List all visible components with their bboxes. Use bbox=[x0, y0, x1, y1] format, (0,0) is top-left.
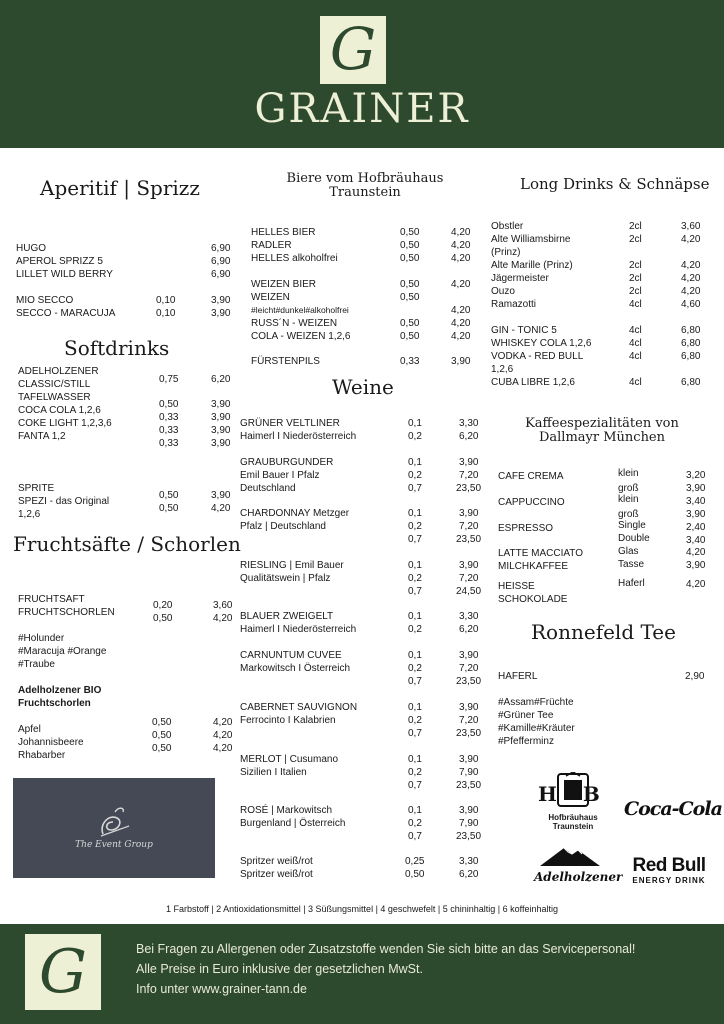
menu-item-price: 4,20 bbox=[211, 503, 231, 514]
menu-item-price: 3,40 bbox=[686, 535, 706, 546]
tea-tags: #Pfefferminz bbox=[498, 736, 554, 747]
menu-item-qty: 0,50 bbox=[159, 399, 179, 410]
mountain-icon bbox=[534, 846, 606, 866]
menu-item-qty: 0,1 bbox=[408, 418, 422, 429]
menu-item-qty: 2cl bbox=[629, 260, 642, 271]
menu-item-qty: 0,7 bbox=[408, 780, 422, 791]
redbull-logo bbox=[627, 856, 711, 886]
allergen-footnote: 1 Farbstoff | 2 Antioxidationsmittel | 3 Süßungsmittel | 4 geschwefelt | 5 chininhaltig | 6 koffeinhaltig bbox=[165, 904, 559, 914]
menu-item-qty: 0,33 bbox=[159, 412, 179, 423]
menu-item-price: 4,20 bbox=[213, 730, 233, 741]
menu-item-qty: 0,50 bbox=[400, 227, 420, 238]
menu-item-size: Double bbox=[618, 533, 650, 544]
section-title-wine: Weine bbox=[332, 375, 394, 399]
menu-item-qty: 0,1 bbox=[408, 611, 422, 622]
menu-item-name: 1,2,6 bbox=[491, 364, 514, 375]
menu-item-price: 6,90 bbox=[211, 243, 231, 254]
menu-item-price: 7,20 bbox=[459, 663, 479, 674]
hb-line: Hofbräuhaus bbox=[548, 813, 598, 822]
menu-item-name: Ramazotti bbox=[491, 299, 537, 310]
menu-item-qty: 4cl bbox=[629, 299, 642, 310]
menu-item-price: 3,30 bbox=[459, 611, 479, 622]
menu-item-qty: 0,33 bbox=[159, 425, 179, 436]
menu-item-name: CAFE CREMA bbox=[498, 471, 564, 482]
menu-item-price: 4,20 bbox=[213, 717, 233, 728]
brand-logo bbox=[320, 16, 386, 84]
menu-item-qty: 0,7 bbox=[408, 534, 422, 545]
wine-origin: Burgenland | Österreich bbox=[240, 818, 346, 829]
section-title-juices: Fruchtsäfte / Schorlen bbox=[13, 532, 241, 556]
flavor-tags: #Holunder bbox=[18, 633, 65, 644]
menu-item-qty: 2cl bbox=[629, 234, 642, 245]
menu-item-qty: 0,50 bbox=[159, 503, 179, 514]
menu-item-qty: 0,10 bbox=[156, 308, 176, 319]
menu-item-price: 3,90 bbox=[211, 308, 231, 319]
menu-item-price: 4,60 bbox=[681, 299, 701, 310]
wine-origin: Ferrocinto I Kalabrien bbox=[240, 715, 336, 726]
footer-allergen-note: Bei Fragen zu Allergenen oder Zusatzstoffe wenden Sie sich bitte an das Servicepersonal! bbox=[136, 942, 636, 956]
menu-item-qty: 0,50 bbox=[400, 253, 420, 264]
menu-item-size: groß bbox=[618, 483, 639, 494]
menu-item-price: 4,20 bbox=[213, 743, 233, 754]
menu-item-price: 24,50 bbox=[456, 586, 482, 597]
menu-item-name: FANTA 1,2 bbox=[18, 431, 66, 442]
menu-item-size: klein bbox=[618, 494, 639, 505]
footer-price-note: Alle Preise in Euro inklusive der gesetzlichen MwSt. bbox=[136, 962, 423, 976]
menu-item-name: MIO SECCO bbox=[16, 295, 74, 306]
menu-item-name: HELLES alkoholfrei bbox=[251, 253, 338, 264]
wine-name: MERLOT | Cusumano bbox=[240, 754, 339, 765]
menu-item-name: 1,2,6 bbox=[18, 509, 41, 520]
menu-item-price: 4,20 bbox=[451, 240, 471, 251]
menu-item-qty: 0,2 bbox=[408, 818, 422, 829]
menu-item-price: 6,20 bbox=[459, 624, 479, 635]
section-title-aperitif: Aperitif | Sprizz bbox=[40, 176, 200, 200]
menu-item-name: CLASSIC/STILL bbox=[18, 379, 91, 390]
menu-item-name: HEISSE bbox=[498, 581, 535, 592]
redbull-subline: ENERGY DRINK bbox=[632, 876, 706, 885]
menu-item-price: 7,20 bbox=[459, 470, 479, 481]
menu-item-price: 6,80 bbox=[681, 351, 701, 362]
menu-item-qty: 0,7 bbox=[408, 728, 422, 739]
menu-item-name: FRUCHTSCHORLEN bbox=[18, 607, 115, 618]
menu-item-qty: 0,50 bbox=[152, 730, 172, 741]
menu-item-price: 4,20 bbox=[451, 227, 471, 238]
flavor-tags: #Traube bbox=[18, 659, 55, 670]
menu-item-name: COCA COLA 1,2,6 bbox=[18, 405, 101, 416]
menu-item-qty: 0,50 bbox=[400, 292, 420, 303]
footer-website: Info unter www.grainer-tann.de bbox=[136, 982, 307, 996]
menu-item-qty: 0,50 bbox=[159, 490, 179, 501]
menu-item-name: TAFELWASSER bbox=[18, 392, 91, 403]
menu-item-name: WEIZEN BIER bbox=[251, 279, 317, 290]
menu-item-name: Obstler bbox=[491, 221, 524, 232]
menu-item-qty: 0,50 bbox=[405, 869, 425, 880]
wine-name: BLAUER ZWEIGELT bbox=[240, 611, 334, 622]
section-title-coffee bbox=[510, 417, 694, 445]
menu-item-name: #leicht#dunkel#alkoholfrei bbox=[251, 305, 349, 315]
menu-item-price: 3,40 bbox=[686, 496, 706, 507]
menu-item-price: 3,30 bbox=[459, 856, 479, 867]
hofbraeuhaus-logo bbox=[530, 772, 626, 831]
menu-item-name: COKE LIGHT 1,2,3,6 bbox=[18, 418, 112, 429]
menu-item-price: 3,60 bbox=[681, 221, 701, 232]
menu-item-price: 4,20 bbox=[451, 305, 471, 316]
menu-item-price: 3,90 bbox=[459, 702, 479, 713]
menu-item-qty: 0,50 bbox=[400, 318, 420, 329]
menu-item-price: 3,90 bbox=[686, 483, 706, 494]
menu-item-qty: 0,1 bbox=[408, 457, 422, 468]
menu-item-price: 3,90 bbox=[211, 399, 231, 410]
menu-item-qty: 0,50 bbox=[152, 717, 172, 728]
wine-origin: Qualitätswein | Pfalz bbox=[240, 573, 331, 584]
menu-item-name: SPRITE bbox=[18, 483, 55, 494]
menu-item-name: GIN - TONIC 5 bbox=[491, 325, 557, 336]
menu-item-qty: 4cl bbox=[629, 325, 642, 336]
wine-origin: Deutschland bbox=[240, 483, 296, 494]
menu-item-qty: 0,7 bbox=[408, 831, 422, 842]
menu-item-qty: 2cl bbox=[629, 273, 642, 284]
menu-item-price: 3,90 bbox=[211, 295, 231, 306]
menu-item-price: 3,90 bbox=[211, 412, 231, 423]
menu-item-price: 6,90 bbox=[211, 269, 231, 280]
menu-item-name: LILLET WILD BERRY bbox=[16, 269, 113, 280]
menu-item-qty: 0,50 bbox=[152, 743, 172, 754]
menu-item-price: 6,80 bbox=[681, 338, 701, 349]
menu-item-price: 3,90 bbox=[686, 560, 706, 571]
menu-item-qty: 0,2 bbox=[408, 715, 422, 726]
wine-origin: Pfalz | Deutschland bbox=[240, 521, 326, 532]
menu-item-price: 4,20 bbox=[681, 260, 701, 271]
section-title-longdrinks: Long Drinks & Schnäpse bbox=[520, 175, 710, 193]
wine-origin: Emil Bauer I Pfalz bbox=[240, 470, 320, 481]
menu-item-name: FÜRSTENPILS bbox=[251, 356, 320, 367]
event-group-panel bbox=[13, 778, 215, 878]
menu-item-price: 4,20 bbox=[681, 273, 701, 284]
hb-initials: HB bbox=[538, 782, 626, 806]
menu-item-price: 7,20 bbox=[459, 715, 479, 726]
menu-item-qty: 2cl bbox=[629, 221, 642, 232]
menu-item-price: 6,90 bbox=[211, 256, 231, 267]
menu-item-name: CAPPUCCINO bbox=[498, 497, 565, 508]
beer-title-line: Biere vom Hofbräuhaus bbox=[286, 171, 444, 186]
wine-origin: Haimerl I Niederösterreich bbox=[240, 431, 357, 442]
menu-item-price: 4,20 bbox=[451, 318, 471, 329]
menu-item-qty: 0,1 bbox=[408, 560, 422, 571]
menu-item-price: 4,20 bbox=[686, 547, 706, 558]
menu-item-price: 4,20 bbox=[213, 613, 233, 624]
wine-origin: Haimerl I Niederösterreich bbox=[240, 624, 357, 635]
menu-item-price: 7,20 bbox=[459, 521, 479, 532]
menu-item-size: Tasse bbox=[618, 559, 645, 570]
section-title-softdrinks: Softdrinks bbox=[64, 336, 170, 360]
menu-item-qty: 0,50 bbox=[400, 331, 420, 342]
menu-item-name: Alte Marille (Prinz) bbox=[491, 260, 573, 271]
menu-item-price: 3,20 bbox=[686, 470, 706, 481]
wine-origin: Sizilien I Italien bbox=[240, 767, 307, 778]
menu-item-price: 6,80 bbox=[681, 325, 701, 336]
menu-item-name: Rhabarber bbox=[18, 750, 66, 761]
menu-item-name: RUSS´N - WEIZEN bbox=[251, 318, 338, 329]
subsection-title: Adelholzener BIO bbox=[18, 685, 102, 696]
menu-item-price: 3,90 bbox=[451, 356, 471, 367]
cocacola-logo: Coca-Cola bbox=[624, 798, 722, 820]
menu-item-price: 3,90 bbox=[459, 508, 479, 519]
menu-item-price: 3,60 bbox=[213, 600, 233, 611]
menu-item-price: 23,50 bbox=[456, 780, 482, 791]
menu-item-price: 3,90 bbox=[686, 509, 706, 520]
menu-item-price: 3,90 bbox=[459, 650, 479, 661]
menu-item-size: klein bbox=[618, 468, 639, 479]
menu-item-name: SPEZI - das Original bbox=[18, 496, 110, 507]
menu-item-name: COLA - WEIZEN 1,2,6 bbox=[251, 331, 351, 342]
menu-item-price: 3,30 bbox=[459, 418, 479, 429]
menu-item-price: 7,90 bbox=[459, 767, 479, 778]
menu-item-qty: 0,7 bbox=[408, 586, 422, 597]
wine-name: ROSÉ | Markowitsch bbox=[240, 805, 333, 816]
section-title-beer bbox=[270, 172, 460, 200]
menu-item-price: 2,40 bbox=[686, 522, 706, 533]
menu-item-price: 3,90 bbox=[459, 754, 479, 765]
menu-item-qty: 0,10 bbox=[156, 295, 176, 306]
menu-item-price: 4,20 bbox=[451, 253, 471, 264]
menu-item-price: 6,20 bbox=[459, 431, 479, 442]
menu-item-qty: 0,2 bbox=[408, 663, 422, 674]
menu-item-qty: 0,1 bbox=[408, 805, 422, 816]
menu-item-qty: 2cl bbox=[629, 286, 642, 297]
coffee-title-line: Kaffeespezialitäten von bbox=[525, 416, 679, 431]
menu-item-name: Jägermeister bbox=[491, 273, 549, 284]
menu-item-price: 4,20 bbox=[451, 279, 471, 290]
menu-item-qty: 0,2 bbox=[408, 470, 422, 481]
adelholzener-logo bbox=[534, 846, 623, 884]
menu-item-size: Glas bbox=[618, 546, 639, 557]
menu-item-qty: 0,2 bbox=[408, 431, 422, 442]
menu-item-price: 23,50 bbox=[456, 676, 482, 687]
menu-item-qty: 0,50 bbox=[153, 613, 173, 624]
menu-item-price: 3,90 bbox=[211, 425, 231, 436]
wine-origin: Markowitsch I Österreich bbox=[240, 663, 351, 674]
footer-logo bbox=[25, 934, 101, 1010]
menu-item-name: APEROL SPRIZZ 5 bbox=[16, 256, 103, 267]
menu-item-name: LATTE MACCIATO bbox=[498, 548, 584, 559]
menu-item-name: (Prinz) bbox=[491, 247, 521, 258]
menu-item-price: 3,90 bbox=[459, 457, 479, 468]
menu-item-price: 23,50 bbox=[456, 831, 482, 842]
coffee-title-line: Dallmayr München bbox=[538, 430, 666, 445]
menu-item-qty: 0,75 bbox=[159, 374, 179, 385]
menu-item-name: WHISKEY COLA 1,2,6 bbox=[491, 338, 592, 349]
wine-name: GRÜNER VELTLINER bbox=[240, 418, 340, 429]
menu-item-price: 4,20 bbox=[681, 234, 701, 245]
menu-item-name: Johannisbeere bbox=[18, 737, 84, 748]
menu-item-name: Alte Williamsbirne bbox=[491, 234, 571, 245]
menu-item-size: Single bbox=[618, 520, 646, 531]
menu-item-name: HAFERL bbox=[498, 671, 538, 682]
wine-name: CHARDONNAY Metzger bbox=[240, 508, 350, 519]
menu-item-qty: 0,50 bbox=[400, 279, 420, 290]
wine-name: GRAUBURGUNDER bbox=[240, 457, 334, 468]
subsection-title: Fruchtschorlen bbox=[18, 698, 91, 709]
hb-line: Traunstein bbox=[552, 822, 594, 831]
menu-item-qty: 4cl bbox=[629, 338, 642, 349]
menu-item-qty: 0,7 bbox=[408, 483, 422, 494]
menu-item-name: ESPRESSO bbox=[498, 523, 554, 534]
menu-item-name: SECCO - MARACUJA bbox=[16, 308, 116, 319]
menu-item-qty: 0,2 bbox=[408, 573, 422, 584]
menu-item-qty: 0,50 bbox=[400, 240, 420, 251]
menu-item-qty: 0,2 bbox=[408, 521, 422, 532]
menu-item-price: 3,90 bbox=[459, 560, 479, 571]
event-group-label: The Event Group bbox=[75, 840, 153, 850]
menu-item-qty: 0,1 bbox=[408, 702, 422, 713]
menu-item-price: 4,20 bbox=[686, 579, 706, 590]
menu-item-name: HUGO bbox=[16, 243, 46, 254]
menu-item-price: 2,90 bbox=[685, 671, 705, 682]
menu-item-name: Ouzo bbox=[491, 286, 515, 297]
redbull-wordmark: Red Bull bbox=[632, 855, 706, 876]
tea-tags: #Assam#Früchte bbox=[498, 697, 574, 708]
menu-item-price: 6,80 bbox=[681, 377, 701, 388]
menu-item-qty: 0,33 bbox=[400, 356, 420, 367]
menu-item-name: WEIZEN bbox=[251, 292, 290, 303]
menu-item-qty: 0,2 bbox=[408, 624, 422, 635]
menu-item-price: 7,90 bbox=[459, 818, 479, 829]
menu-item-size: Haferl bbox=[618, 578, 645, 589]
menu-item-qty: 0,1 bbox=[408, 650, 422, 661]
wine-name: RIESLING | Emil Bauer bbox=[240, 560, 344, 571]
menu-item-price: 3,90 bbox=[211, 438, 231, 449]
menu-item-size: groß bbox=[618, 509, 639, 520]
menu-item-price: 6,20 bbox=[211, 374, 231, 385]
menu-item-name: ADELHOLZENER bbox=[18, 366, 99, 377]
menu-item-name: MILCHKAFFEE bbox=[498, 561, 569, 572]
menu-item-qty: 0,25 bbox=[405, 856, 425, 867]
menu-item-qty: 4cl bbox=[629, 377, 642, 388]
tea-tags: #Grüner Tee bbox=[498, 710, 554, 721]
footer-logo-letter: G bbox=[39, 937, 87, 1007]
menu-item-qty: 0,7 bbox=[408, 676, 422, 687]
menu-item-qty: 4cl bbox=[629, 351, 642, 362]
logo-letter: G bbox=[329, 15, 377, 83]
tea-tags: #Kamille#Kräuter bbox=[498, 723, 575, 734]
menu-item-qty: 0,1 bbox=[408, 754, 422, 765]
menu-item-price: 4,20 bbox=[681, 286, 701, 297]
menu-item-price: 23,50 bbox=[456, 483, 482, 494]
section-title-tea: Ronnefeld Tee bbox=[531, 620, 676, 644]
menu-item-name: HELLES BIER bbox=[251, 227, 316, 238]
menu-item-price: 3,90 bbox=[211, 490, 231, 501]
menu-item-name: VODKA - RED BULL bbox=[491, 351, 584, 362]
menu-item-name: RADLER bbox=[251, 240, 292, 251]
menu-item-qty: 0,2 bbox=[408, 767, 422, 778]
menu-item-name: SCHOKOLADE bbox=[498, 594, 568, 605]
beer-title-line: Traunstein bbox=[329, 185, 401, 200]
wine-name: CARNUNTUM CUVEE bbox=[240, 650, 342, 661]
menu-item-price: 23,50 bbox=[456, 534, 482, 545]
menu-item-qty: 0,20 bbox=[153, 600, 173, 611]
menu-item-name: Spritzer weiß/rot bbox=[240, 869, 313, 880]
menu-item-name: CUBA LIBRE 1,2,6 bbox=[491, 377, 575, 388]
adelholzener-wordmark: Adelholzener bbox=[534, 870, 623, 884]
brand-name: GRAINER bbox=[254, 86, 470, 132]
event-group-icon bbox=[95, 804, 133, 840]
menu-item-qty: 0,33 bbox=[159, 438, 179, 449]
menu-item-price: 4,20 bbox=[451, 331, 471, 342]
menu-item-price: 3,90 bbox=[459, 805, 479, 816]
menu-item-name: Apfel bbox=[18, 724, 41, 735]
menu-item-price: 6,20 bbox=[459, 869, 479, 880]
menu-item-qty: 0,1 bbox=[408, 508, 422, 519]
flavor-tags: #Maracuja #Orange bbox=[18, 646, 107, 657]
menu-item-name: Spritzer weiß/rot bbox=[240, 856, 313, 867]
menu-item-name: FRUCHTSAFT bbox=[18, 594, 85, 605]
menu-item-price: 7,20 bbox=[459, 573, 479, 584]
wine-name: CABERNET SAUVIGNON bbox=[240, 702, 358, 713]
menu-item-price: 23,50 bbox=[456, 728, 482, 739]
